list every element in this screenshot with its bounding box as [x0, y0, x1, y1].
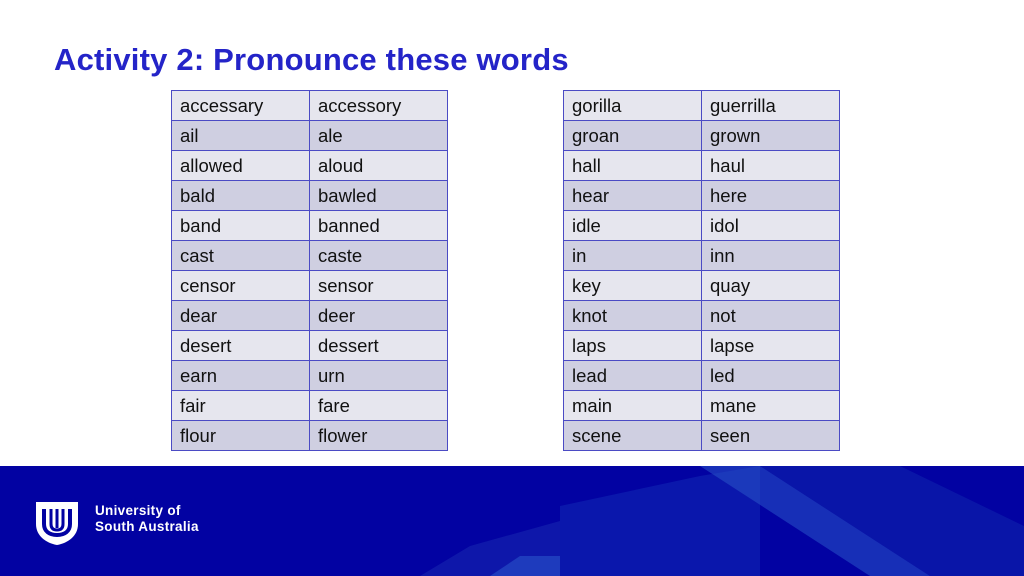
- university-name-line2: South Australia: [95, 519, 199, 534]
- table-cell: grown: [702, 121, 840, 151]
- table-cell: banned: [310, 211, 448, 241]
- table-row: [564, 331, 840, 361]
- table-cell: dear: [172, 301, 310, 331]
- word-table-right: [563, 90, 840, 451]
- table-cell: seen: [702, 421, 840, 451]
- table-row: [564, 361, 840, 391]
- table-cell: led: [702, 361, 840, 391]
- word-table-left: [171, 90, 448, 451]
- university-name-line1: University of: [95, 503, 181, 518]
- table-cell: accessory: [310, 91, 448, 121]
- table-cell: ail: [172, 121, 310, 151]
- table-cell: groan: [564, 121, 702, 151]
- table-cell: guerrilla: [702, 91, 840, 121]
- table-cell: idle: [564, 211, 702, 241]
- table-cell: lead: [564, 361, 702, 391]
- table-cell: hall: [564, 151, 702, 181]
- table-cell: haul: [702, 151, 840, 181]
- table-row: [564, 301, 840, 331]
- table-row: [564, 271, 840, 301]
- table-cell: earn: [172, 361, 310, 391]
- table-row: [564, 391, 840, 421]
- table-cell: here: [702, 181, 840, 211]
- table-row: [172, 91, 448, 121]
- table-cell: in: [564, 241, 702, 271]
- table-cell: deer: [310, 301, 448, 331]
- table-cell: mane: [702, 391, 840, 421]
- table-cell: ale: [310, 121, 448, 151]
- table-row: [564, 421, 840, 451]
- table-row: [564, 91, 840, 121]
- table-cell: dessert: [310, 331, 448, 361]
- table-cell: main: [564, 391, 702, 421]
- table-cell: flower: [310, 421, 448, 451]
- table-cell: hear: [564, 181, 702, 211]
- table-row: [172, 421, 448, 451]
- university-name: [95, 503, 199, 535]
- table-cell: urn: [310, 361, 448, 391]
- table-row: [172, 391, 448, 421]
- table-cell: fair: [172, 391, 310, 421]
- table-cell: quay: [702, 271, 840, 301]
- table-cell: scene: [564, 421, 702, 451]
- table-row: [564, 121, 840, 151]
- table-cell: band: [172, 211, 310, 241]
- table-row: [172, 211, 448, 241]
- table-row: [172, 241, 448, 271]
- table-row: [172, 121, 448, 151]
- footer-banner: [0, 466, 1024, 576]
- table-row: [172, 151, 448, 181]
- table-cell: fare: [310, 391, 448, 421]
- table-row: [172, 301, 448, 331]
- table-cell: desert: [172, 331, 310, 361]
- table-row: [564, 211, 840, 241]
- table-cell: idol: [702, 211, 840, 241]
- table-row: [564, 181, 840, 211]
- slide-title: Activity 2: Pronounce these words: [54, 42, 569, 77]
- table-cell: key: [564, 271, 702, 301]
- table-cell: inn: [702, 241, 840, 271]
- table-cell: aloud: [310, 151, 448, 181]
- table-row: [172, 331, 448, 361]
- table-cell: flour: [172, 421, 310, 451]
- table-cell: caste: [310, 241, 448, 271]
- table-cell: sensor: [310, 271, 448, 301]
- table-cell: bald: [172, 181, 310, 211]
- table-cell: bawled: [310, 181, 448, 211]
- table-cell: laps: [564, 331, 702, 361]
- table-cell: cast: [172, 241, 310, 271]
- table-row: [172, 181, 448, 211]
- table-row: [172, 361, 448, 391]
- table-cell: knot: [564, 301, 702, 331]
- table-cell: gorilla: [564, 91, 702, 121]
- table-cell: not: [702, 301, 840, 331]
- table-row: [172, 271, 448, 301]
- table-cell: accessary: [172, 91, 310, 121]
- table-row: [564, 151, 840, 181]
- unisa-shield-icon: [34, 500, 80, 546]
- table-cell: censor: [172, 271, 310, 301]
- table-cell: lapse: [702, 331, 840, 361]
- table-row: [564, 241, 840, 271]
- table-cell: allowed: [172, 151, 310, 181]
